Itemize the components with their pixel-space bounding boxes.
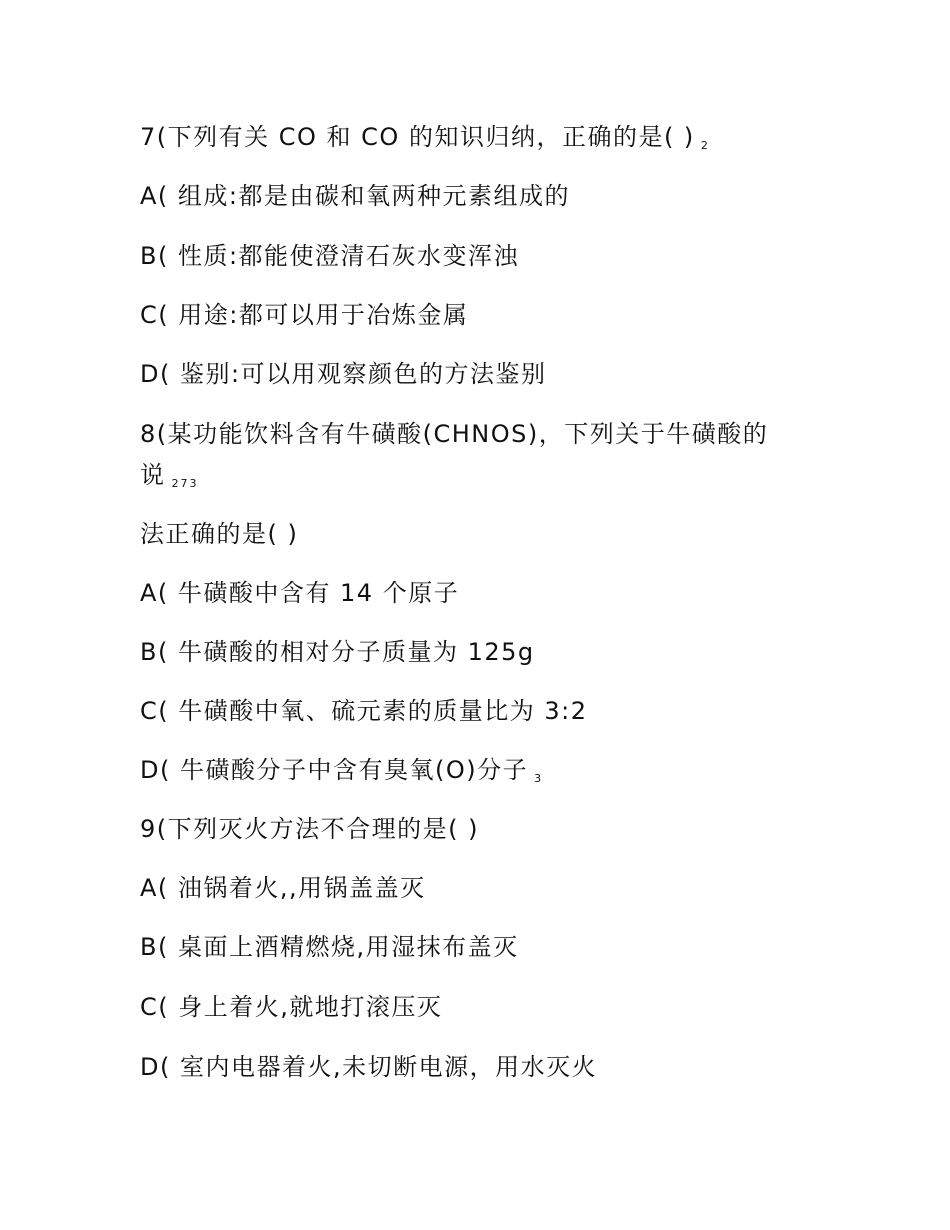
question-8-option-d: D( 牛磺酸分子中含有臭氧(O)分子 $_3$ <box>140 756 544 785</box>
question-7-option-a: A( 组成:都是由碳和氧两种元素组成的 <box>140 182 570 210</box>
question-8-option-b: B( 牛磺酸的相对分子质量为 125g <box>140 638 535 666</box>
question-7-stem: 7(下列有关 CO 和 CO 的知识归纳，正确的是( ) $_2$ <box>140 123 710 152</box>
question-7-option-d: D( 鉴别:可以用观察颜色的方法鉴别 <box>140 360 547 388</box>
question-7-option-b: B( 性质:都能使澄清石灰水变浑浊 <box>140 242 520 270</box>
subscript: 3 <box>534 772 544 785</box>
question-9-option-a: A( 油锅着火,,用锅盖盖灭 <box>140 874 426 902</box>
question-8-option-a: A( 牛磺酸中含有 14 个原子 <box>140 579 460 607</box>
question-8-option-c: C( 牛磺酸中氧、硫元素的质量比为 3:2 <box>140 697 588 725</box>
subscript: 2 <box>700 139 710 152</box>
question-8-stem-line3: 法正确的是( ) <box>140 520 299 548</box>
question-8-stem-line2: 说 $_{273}$ <box>140 461 199 490</box>
subscript: 273 <box>171 477 199 490</box>
question-8-stem-line1: 8(某功能饮料含有牛磺酸(CHNOS)，下列关于牛磺酸的 <box>140 420 769 448</box>
question-9-option-b: B( 桌面上酒精燃烧,用湿抹布盖灭 <box>140 933 519 961</box>
question-7-option-c: C( 用途:都可以用于冶炼金属 <box>140 301 469 329</box>
question-9-option-c: C( 身上着火,就地打滚压灭 <box>140 993 443 1021</box>
question-9-option-d: D( 室内电器着火,未切断电源，用水灭火 <box>140 1053 598 1081</box>
question-9-stem: 9(下列灭火方法不合理的是( ) <box>140 815 479 843</box>
